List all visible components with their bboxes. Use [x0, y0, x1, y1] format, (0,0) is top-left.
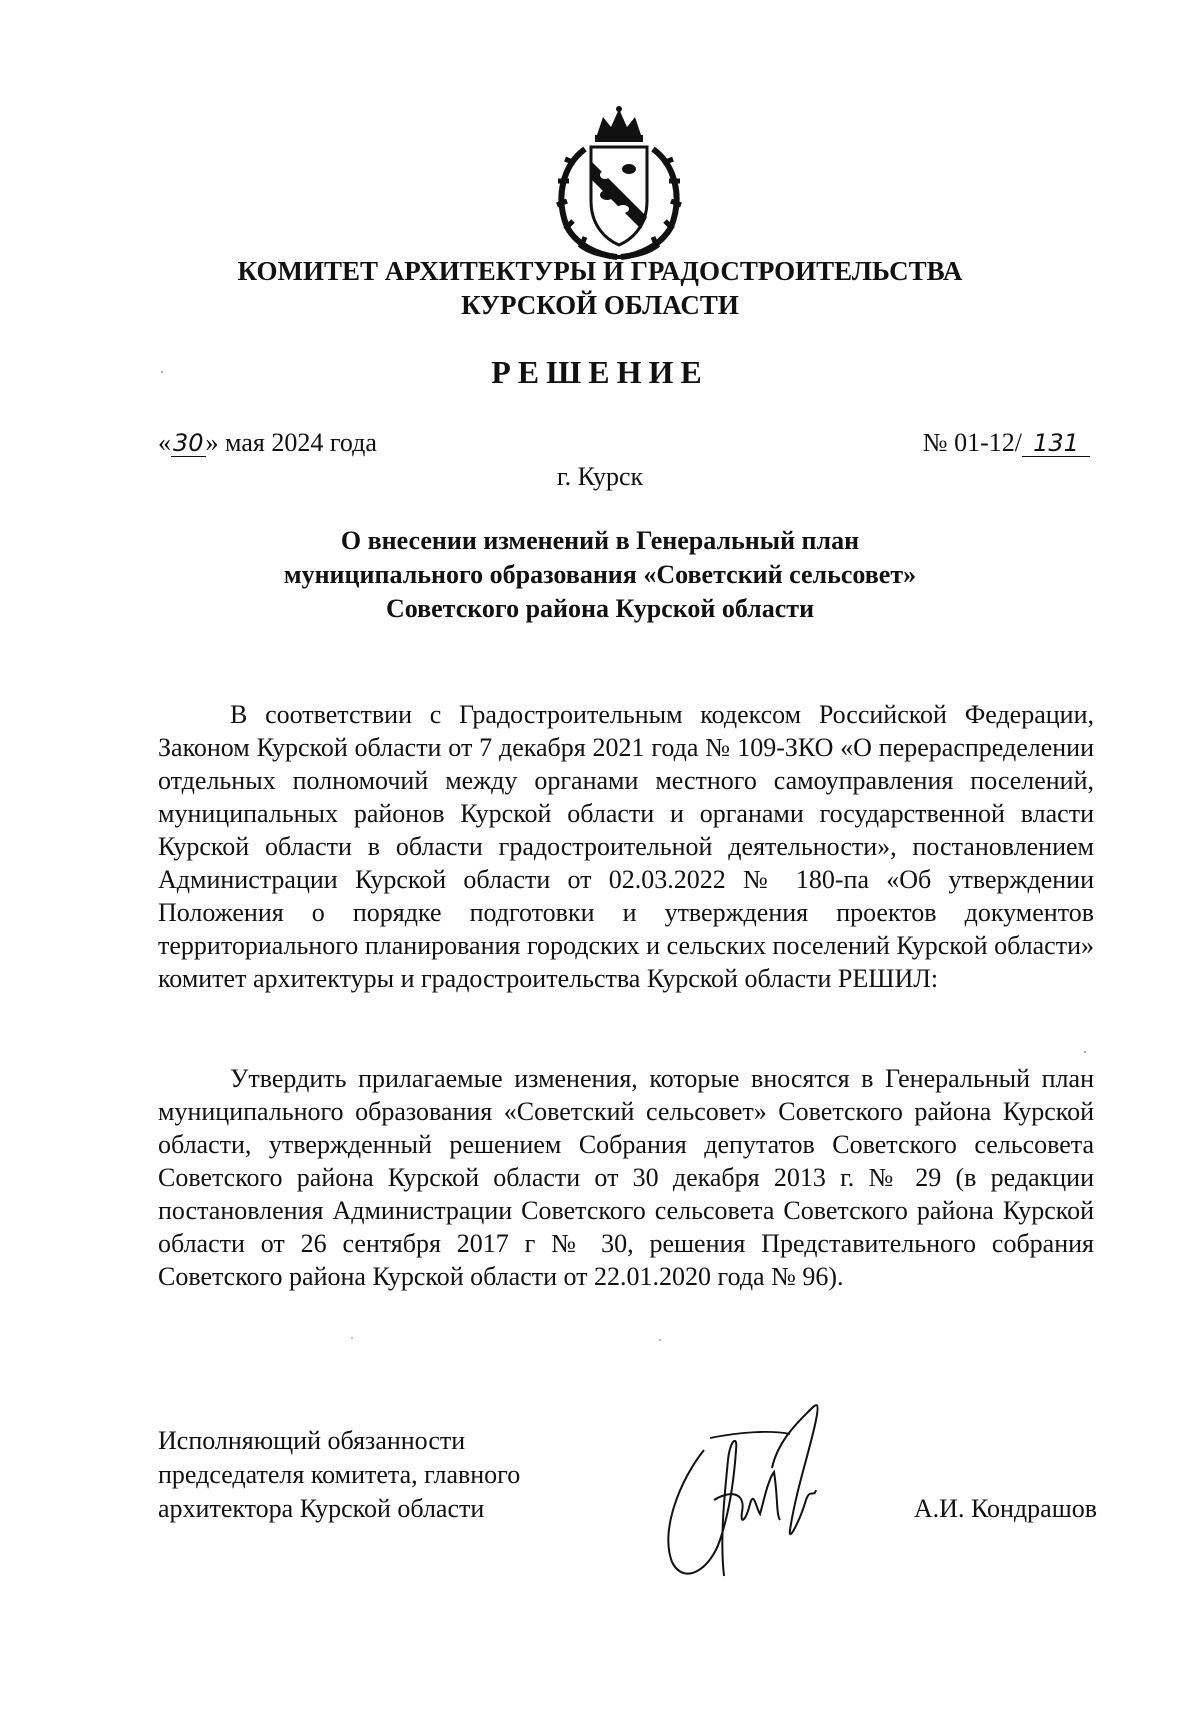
handwritten-signature-icon: [650, 1380, 850, 1590]
document-type-title: РЕШЕНИЕ: [491, 354, 709, 390]
signatory-position-line-1: Исполняющий обязанности: [158, 1426, 466, 1455]
signatory-name: А.И. Кондрашов: [913, 1494, 1097, 1523]
number-prefix: № 01-12/: [922, 428, 1022, 457]
body-paragraph-2: Утвердить прилагаемые изменения, которые вносятся в Генеральный план муниципального образования «Советский сельсовет» Советского района Курской области, утвержденный решением Собрания депутатов Советского сельсовета Советского района Курской области от 30 декабря 2013 г. № 29 (в редакции постановления Администрации Советского сельсовета Советского района Курской области от 26 сентября 2017 г № 30, решения Представительного собрания Советского района Курской области от 22.01.2020 года № 96).: [158, 1064, 1094, 1291]
organization-name: КОМИТЕТ АРХИТЕКТУРЫ И ГРАДОСТРОИТЕЛЬСТВА: [237, 256, 963, 286]
signatory-position-line-2: председателя комитета, главного: [158, 1460, 521, 1489]
body-paragraph-1: В соответствии с Градостроительным кодексом Российской Федерации, Законом Курской области от 7 декабря 2021 года № 109-ЗКО «О перераспределении отдельных полномочий между органами местного самоуправления поселений, муниципальных районов Курской области и органами государственной власти Курской области в области градостроительной деятельности», постановлением Администрации Курской области от 02.03.2022 № 180-па «Об утверждении Положения о порядке подготовки и утверждения проектов документов территориального планирования городских и сельских поселений Курской области» комитет архитектуры и градостроительства Курской области РЕШИЛ:: [158, 700, 1094, 993]
organization-region: КУРСКОЙ ОБЛАСТИ: [461, 290, 739, 320]
document-date: [158, 428, 377, 458]
number-handwritten: 131: [1022, 430, 1090, 457]
subject-line-2: муниципального образования «Советский сельсовет»: [283, 560, 917, 589]
subject-line-1: О внесении изменений в Генеральный план: [340, 526, 860, 555]
signatory-position-line-3: архитектора Курской области: [158, 1494, 485, 1523]
date-day-handwritten: 30: [173, 429, 204, 457]
date-open-quote: «: [158, 428, 171, 457]
subject-line-3: Советского района Курской области: [385, 594, 815, 623]
coat-of-arms-icon: [545, 105, 693, 265]
document-city: г. Курск: [556, 462, 644, 491]
document-number: [923, 428, 1090, 458]
date-rest: » мая 2024 года: [205, 428, 377, 457]
